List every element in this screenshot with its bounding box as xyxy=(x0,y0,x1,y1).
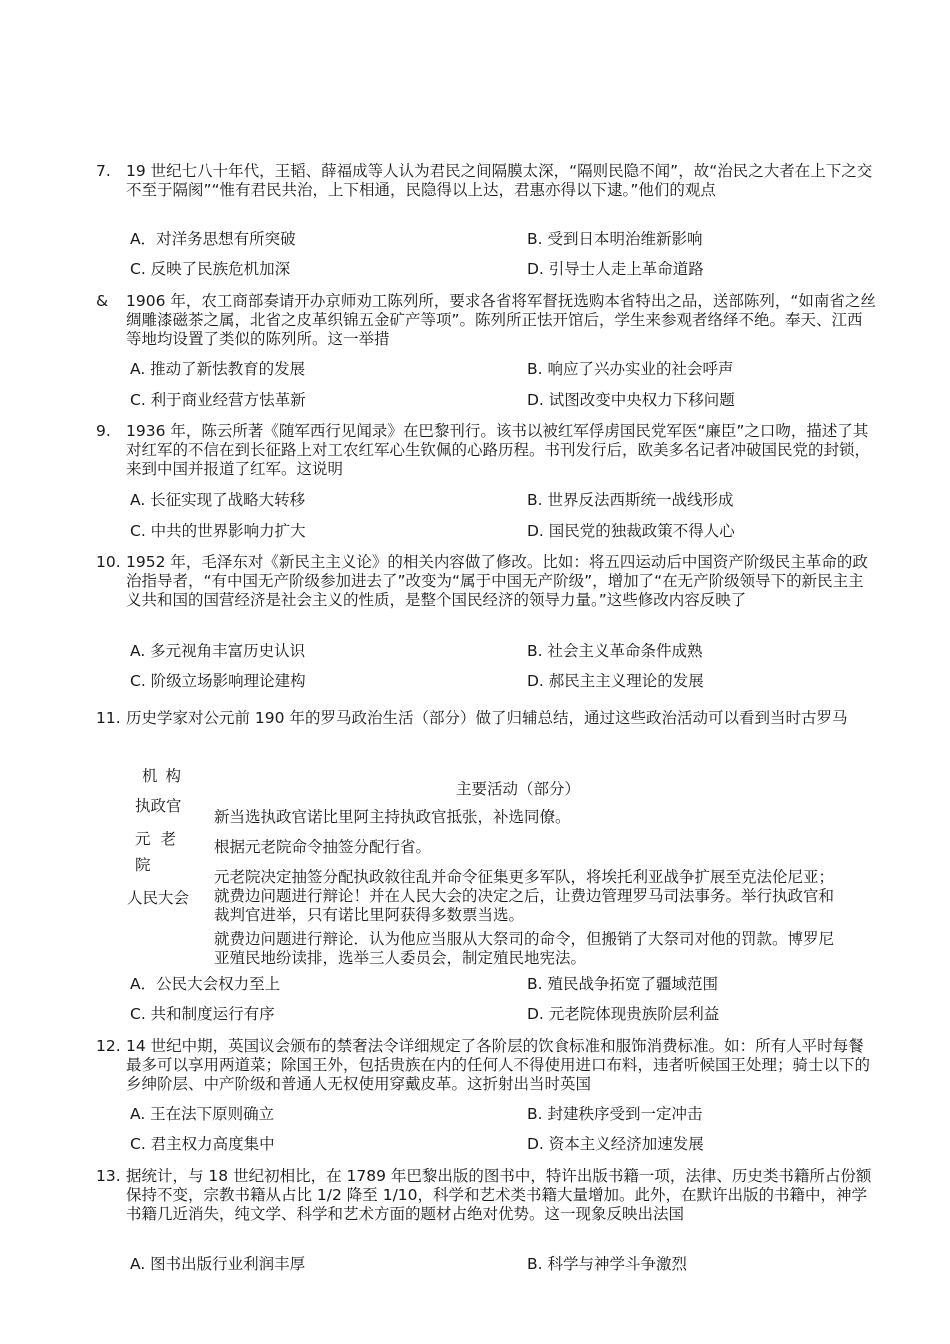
option-a[interactable]: A. 长征实现了战略大转移 xyxy=(130,491,306,509)
option-c[interactable]: C. 共和制度运行有序 xyxy=(130,1005,275,1023)
option-b[interactable]: B. 封建秩序受到一定冲击 xyxy=(527,1105,703,1123)
question-number: & xyxy=(96,292,109,310)
question-13 xyxy=(96,1167,876,1224)
option-d[interactable]: D. 引导士人走上革命道路 xyxy=(527,260,704,278)
question-stem: 据统计，与 18 世纪初相比，在 1789 年巴黎出版的图书中，特许出版书籍一项，法律、历史类书籍所占份额保持不变，宗教书籍从占比 1/2 降至 1/10，科学和艺术类书籍大量增加。此外，在默许出版的书籍中，神学书籍几近消失，纯文学、科学和艺术方面的题材占绝对优势。这一现象反映出法国 xyxy=(126,1167,872,1223)
option-d[interactable]: D. 国民党的独裁政策不得人心 xyxy=(527,522,735,540)
option-c[interactable]: C. 中共的世界影响力扩大 xyxy=(130,522,306,540)
option-b[interactable]: B. 受到日本明治维新影响 xyxy=(527,230,703,248)
question-9 xyxy=(96,422,876,479)
question-stem: 1906 年，农工商部奏请开办京师劝工陈列所，要求各省将军督抚选购本省特出之品，送部陈列，“如南省之丝绸雕漆磁茶之属，北省之皮革织锦五金矿产等项”。陈列所正怯开馆后，学生来参观者络绎不绝。奉天、江西等地均设置了类似的陈列所。这一举措 xyxy=(126,292,876,348)
table-header-org: 机构 xyxy=(142,767,190,785)
option-b[interactable]: B. 响应了兴办实业的社会呼声 xyxy=(527,360,734,378)
option-a[interactable]: A. 推动了新怯教育的发展 xyxy=(130,360,306,378)
question-number: 12. xyxy=(96,1037,121,1055)
option-c[interactable]: C. 阶级立场影响理论建构 xyxy=(130,672,306,690)
option-b[interactable]: B. 世界反法西斯统一战线形成 xyxy=(527,491,734,509)
question-12 xyxy=(96,1037,876,1094)
table-org: 执政官 xyxy=(135,797,182,815)
table-activity: 新当选执政官诺比里阿主持执政官抵张，补选同僚。 xyxy=(214,808,571,826)
option-b[interactable]: B. 殖民战争拓宽了疆域范围 xyxy=(527,975,718,993)
question-number: 7. xyxy=(96,162,111,180)
option-a[interactable]: A. 王在法下原则确立 xyxy=(130,1105,275,1123)
question-7 xyxy=(96,162,876,200)
question-stem: 1936 年，陈云所著《随军西行见闻录》在巴黎刊行。该书以被红军俘虏国民党军医“廉臣”之口吻，描述了其对红军的不信在到长征路上对工农红军心生钦佩的心路历程。书刊发行后，欧美多名记者冲破国民党的封锁，来到中国并报道了红军。这说明 xyxy=(126,422,871,478)
question-number: 13. xyxy=(96,1167,121,1185)
option-d[interactable]: D. 元老院体现贵族阶层利益 xyxy=(527,1005,720,1023)
question-11 xyxy=(96,703,876,733)
table-activity: 元老院决定抽签分配执政敘往乱并命令征集更多军队，将埃托利亚战争扩展至克法伦尼亚；就费边问题进行辩论！并在人民大会的决定之后，让费边管理罗马司法事务。举行执政官和裁判官进举，只有诺比里阿获得多数票当选。 xyxy=(214,868,835,924)
option-b[interactable]: B. 社会主义革命条件成熟 xyxy=(527,642,703,660)
question-stem: 1952 年，毛泽东对《新民主主义论》的相关内容做了修改。比如：将五四运动后中国资产阶级民主革命的政治指导者，“有中国无产阶级参加进去了”改变为“属于中国无产阶级”，增加了“在无产阶级领导下的新民主主义共和国的国营经济是社会主义的性质，是整个国民经济的领导力量。”这些修改内容反映了 xyxy=(126,553,868,609)
table-activity: 根据元老院命令抽签分配行省。 xyxy=(214,838,432,856)
question-stem: 14 世纪中期，英国议会颁布的禁奢法令详细规定了各阶层的饮食标准和服饰消费标准。如：所有人平时每餐最多可以享用两道菜；除国王外，包括贵族在内的任何人不得使用进口布料，违者听候国王处理；骑士以下的乡绅阶层、中产阶级和普通人无权使用穿戴皮革。这折射出当时英国 xyxy=(126,1037,871,1093)
option-a[interactable]: A. 多元视角丰富历史认识 xyxy=(130,642,306,660)
option-a[interactable]: A．公民大会权力至上 xyxy=(130,975,281,993)
table-org: 人民大会 xyxy=(127,889,190,907)
option-a[interactable]: A. 图书出版行业利润丰厚 xyxy=(130,1255,306,1273)
option-d[interactable]: D. 资本主义经济加速发展 xyxy=(527,1135,704,1153)
question-number: 9. xyxy=(96,422,111,440)
question-stem: 19 世纪七八十年代，王韬、薛福成等人认为君民之间隔膜太深，“隔则民隐不闻”，故“治民之大者在上下之交不至于隔阂”“惟有君民共治，上下相通，民隐得以上达，君惠亦得以下逮。”他们的观点 xyxy=(126,162,873,199)
question-8 xyxy=(96,292,876,349)
table-activity: 就费边问题进行辩论．认为他应当服从大祭司的命令，但搬销了大祭司对他的罚款。博罗尼亚殖民地纷读排，选举三人委员会，制定殖民地宪法。 xyxy=(214,930,835,967)
question-number: 11. xyxy=(96,709,121,727)
question-number: 10. xyxy=(96,553,121,571)
option-b[interactable]: B. 科学与神学斗争激烈 xyxy=(527,1255,687,1273)
option-d[interactable]: D. 试图改变中央权力下移问题 xyxy=(527,391,735,409)
option-a[interactable]: A．对洋务思想有所突破 xyxy=(130,230,296,248)
question-stem: 历史学家对公元前 190 年的罗马政治生活（部分）做了归辅总结，通过这些政治活动可以看到当时古罗马 xyxy=(126,709,848,727)
question-10 xyxy=(96,553,876,610)
option-c[interactable]: C. 君主权力高度集中 xyxy=(130,1135,275,1153)
table-header-activity: 主要活动（部分） xyxy=(456,780,581,798)
option-c[interactable]: C. 反映了民族危机加深 xyxy=(130,260,291,278)
table-org: 元老 院 xyxy=(135,830,187,874)
option-c[interactable]: C. 利于商业经营方怯革新 xyxy=(130,391,306,409)
option-d[interactable]: D. 郝民主主义理论的发展 xyxy=(527,672,704,690)
